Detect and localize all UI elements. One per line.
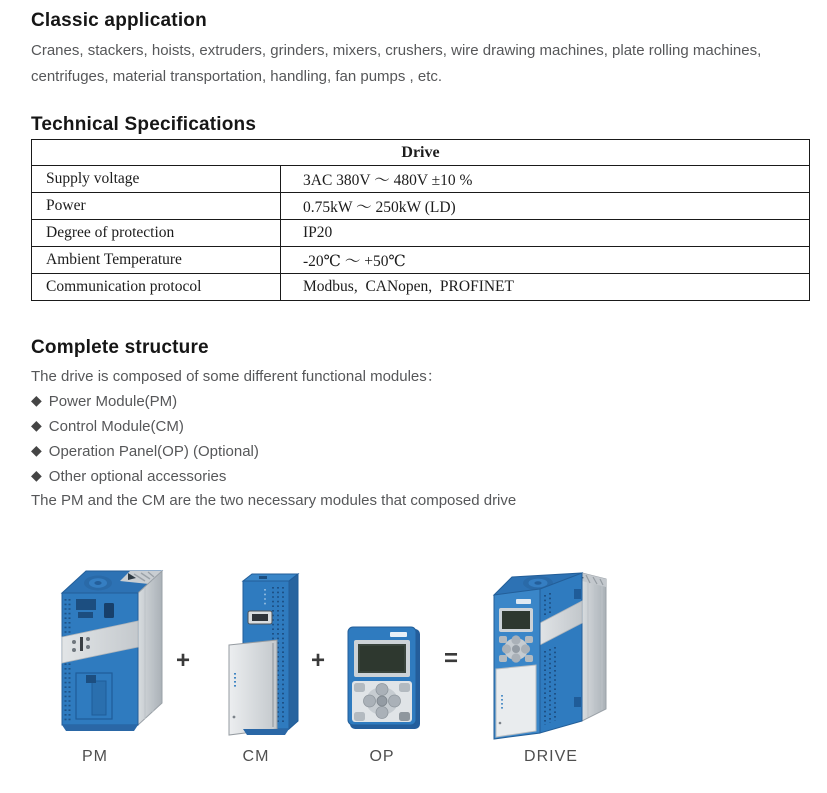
keypad <box>352 681 412 722</box>
complete-structure-outro: The PM and the CM are the two necessary modules that composed drive <box>31 492 517 509</box>
spec-header-row <box>32 140 810 166</box>
table-row <box>32 166 810 193</box>
spec-label: Ambient Temperature <box>32 247 281 274</box>
complete-structure-intro: The drive is composed of some different functional modules： <box>31 368 442 385</box>
table-row <box>32 274 810 301</box>
spec-label: Communication protocol <box>32 274 281 301</box>
bullet-label: Control Module(CM) <box>48 418 184 435</box>
drive-label: DRIVE <box>524 748 578 765</box>
lcd-screen <box>354 640 410 677</box>
brand-logo <box>516 599 531 604</box>
operation-panel-image <box>340 617 430 739</box>
keypad <box>498 635 534 663</box>
spec-value: 3AC 380V ～ 480V ±10 % <box>281 166 810 193</box>
spec-table <box>31 139 810 301</box>
list-item <box>31 414 797 439</box>
spec-label: Power <box>32 193 281 220</box>
fan-icon <box>84 576 112 591</box>
cm-label: CM <box>242 748 270 765</box>
table-row <box>32 247 810 274</box>
spec-value: -20℃ ～ +50℃ <box>281 247 810 274</box>
classic-application-title: Classic application <box>31 10 207 31</box>
power-module-image <box>50 557 180 739</box>
technical-specifications-title: Technical Specifications <box>31 114 257 135</box>
plus-sign: + <box>311 647 326 674</box>
bullet-label: Power Module(PM) <box>48 393 178 410</box>
list-item <box>31 389 797 414</box>
list-item <box>31 439 797 464</box>
diamond-bullet-icon: ◆ <box>31 467 42 483</box>
control-module-image <box>215 565 310 747</box>
spec-value: IP20 <box>281 220 810 247</box>
spec-value: 0.75kW ～ 250kW (LD) <box>281 193 810 220</box>
spec-label: Supply voltage <box>32 166 281 193</box>
diamond-bullet-icon: ◆ <box>31 392 42 408</box>
spec-table-header: Drive <box>32 140 810 166</box>
bullet-label: Other optional accessories <box>48 468 227 485</box>
brand-logo <box>390 632 407 637</box>
table-row <box>32 193 810 220</box>
classic-application-body: Cranes, stackers, hoists, extruders, grinders, mixers, crushers, wire drawing machines, plate rolling machines, centrifuges, material transportation, handling, fan pumps , etc. <box>31 42 762 85</box>
op-label: OP <box>369 748 395 765</box>
pm-label: PM <box>82 748 108 765</box>
diamond-bullet-icon: ◆ <box>31 417 42 433</box>
table-row <box>32 220 810 247</box>
list-item <box>31 464 797 489</box>
diamond-bullet-icon: ◆ <box>31 442 42 458</box>
lcd-screen <box>499 608 533 632</box>
drive-image <box>478 549 626 741</box>
spec-value: Modbus, CANopen, PROFINET <box>281 274 810 301</box>
complete-structure-title: Complete structure <box>31 337 209 358</box>
bullet-label: Operation Panel(OP) (Optional) <box>48 443 259 460</box>
equals-sign: = <box>444 645 459 672</box>
plus-sign: + <box>176 647 191 674</box>
spec-label: Degree of protection <box>32 220 281 247</box>
module-figure <box>0 543 827 783</box>
